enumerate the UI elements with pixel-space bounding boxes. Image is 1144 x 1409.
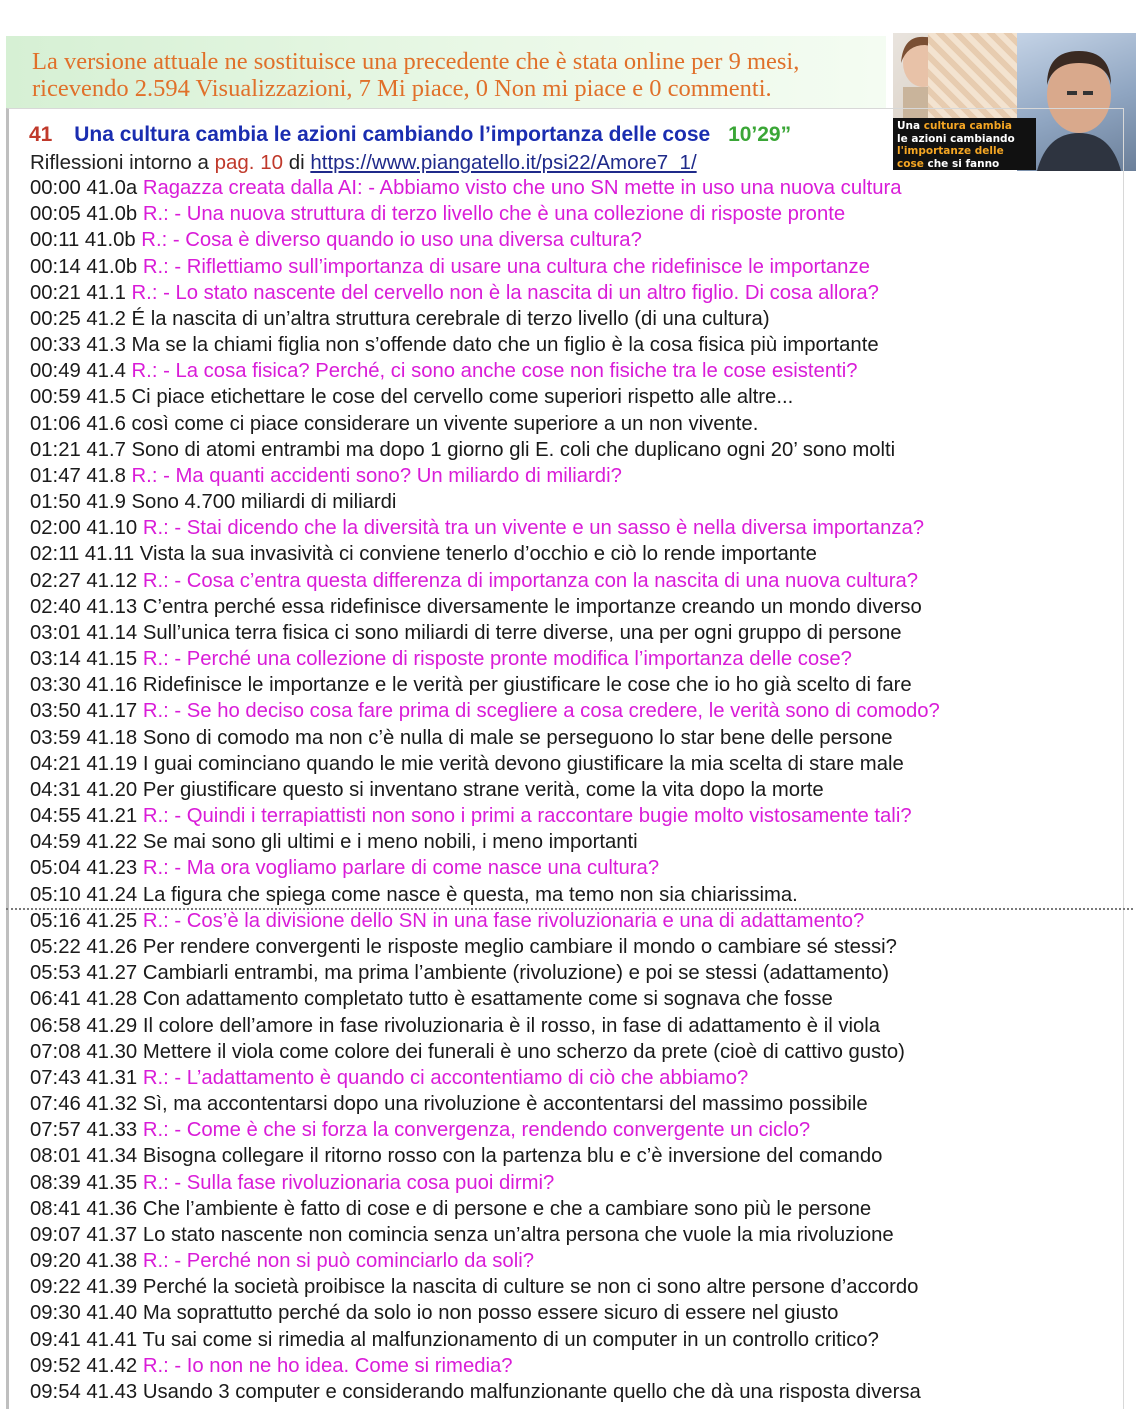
transcript-row [30, 725, 1125, 751]
row-timestamp: 01:21 [30, 438, 81, 461]
chapter-duration: 10’29” [728, 123, 792, 146]
thumbnail-diagram-image [928, 33, 1018, 119]
row-index: 41.0b [86, 203, 138, 226]
transcript-row [30, 332, 1125, 358]
row-timestamp: 05:16 [30, 909, 81, 932]
row-timestamp: 04:55 [30, 805, 81, 828]
row-index: 41.42 [86, 1354, 138, 1377]
row-timestamp: 07:57 [30, 1119, 81, 1142]
row-timestamp: 09:07 [30, 1223, 81, 1246]
row-answer: Usando 3 computer e considerando malfunzionante quello che dà una risposta diversa [142, 1380, 921, 1403]
row-question: R.: - Perché non si può cominciarlo da soli? [142, 1250, 534, 1273]
row-index: 41.17 [86, 700, 138, 723]
row-timestamp: 02:40 [30, 595, 81, 618]
row-index: 41.37 [86, 1223, 138, 1246]
row-timestamp: 00:00 [30, 177, 81, 199]
transcript-row [30, 1091, 1125, 1117]
row-answer: Sono 4.700 miliardi di miliardi [131, 491, 397, 514]
row-timestamp: 09:41 [30, 1328, 81, 1351]
row-index: 41.22 [86, 831, 138, 854]
row-answer: Sull’unica terra fisica ci sono miliardi di terre diverse, una per ogni gruppo di persone [142, 621, 902, 644]
row-timestamp: 04:21 [30, 752, 81, 775]
row-timestamp: 05:22 [30, 935, 81, 958]
row-timestamp: 07:46 [30, 1093, 81, 1116]
transcript-row [30, 437, 1125, 463]
row-index: 41.31 [86, 1066, 138, 1089]
row-question: Ragazza creata dalla AI: - Abbiamo visto che uno SN mette in uso una nuova cultura [142, 177, 902, 199]
transcript-row [30, 254, 1125, 280]
row-index: 41.18 [86, 726, 138, 749]
transcript-row [30, 306, 1125, 332]
transcript-row [30, 594, 1125, 620]
row-answer: É la nascita di un’altra struttura cerebrale di terzo livello (di una cultura) [131, 307, 770, 330]
row-index: 41.21 [86, 805, 138, 828]
row-question: R.: - Ma ora vogliamo parlare di come nasce una cultura? [142, 857, 660, 880]
row-index: 41.15 [86, 648, 138, 671]
row-answer: Sì, ma accontentarsi dopo una rivoluzione è accontentarsi del massimo possibile [142, 1093, 868, 1116]
transcript-row [30, 986, 1125, 1012]
chapter-subtitle: Riflessioni intorno a pag. 10 di https://www.piangatello.it/psi22/Amore7_1/ [30, 151, 697, 174]
row-index: 41.1 [86, 281, 126, 304]
row-timestamp: 00:25 [30, 307, 81, 330]
row-question: R.: - Cos’è la divisione dello SN in una fase rivoluzionaria e una di adattamento? [142, 909, 865, 932]
row-answer: Sono di atomi entrambi ma dopo 1 giorno gli E. coli che duplicano ogni 20’ sono molti [131, 438, 896, 461]
transcript-row [30, 960, 1125, 986]
row-index: 41.7 [86, 438, 126, 461]
row-timestamp: 06:58 [30, 1014, 81, 1037]
row-answer: Tu sai come si rimedia al malfunzionamento di un computer in un controllo critico? [142, 1328, 879, 1351]
row-timestamp: 03:30 [30, 674, 81, 697]
row-timestamp: 01:50 [30, 491, 81, 514]
row-timestamp: 07:43 [30, 1066, 81, 1089]
transcript-row [30, 201, 1125, 227]
transcript-row [30, 908, 1125, 934]
transcript-row [30, 803, 1125, 829]
row-index: 41.9 [86, 491, 126, 514]
transcript-row [30, 934, 1125, 960]
row-question: R.: - Perché una collezione di risposte pronte modifica l’importanza delle cose? [142, 648, 852, 671]
page-reference: pag. 10 [214, 151, 283, 174]
row-timestamp: 00:14 [30, 255, 81, 278]
transcript-row [30, 227, 1125, 253]
row-answer: Con adattamento completato tutto è esattamente come si sognava che fosse [142, 988, 833, 1011]
transcript-row [30, 463, 1125, 489]
transcript-row [30, 1143, 1125, 1169]
source-link[interactable]: https://www.piangatello.it/psi22/Amore7_1/ [310, 151, 697, 174]
thumbnail-caption: Una cultura cambia le azioni cambiando l'importanze delle cose che si fanno [893, 118, 1036, 170]
row-index: 41.36 [86, 1197, 138, 1220]
row-timestamp: 00:33 [30, 334, 81, 357]
row-timestamp: 09:30 [30, 1302, 81, 1325]
row-timestamp: 00:21 [30, 281, 81, 304]
transcript-row [30, 855, 1125, 881]
row-index: 41.34 [86, 1145, 138, 1168]
row-index: 41.3 [86, 334, 126, 357]
row-index: 41.30 [86, 1040, 138, 1063]
row-answer: La figura che spiega come nasce è questa, ma temo non sia chiarissima. [142, 883, 798, 906]
row-index: 41.41 [86, 1328, 138, 1351]
transcript-row [30, 1353, 1125, 1379]
row-answer: Che l’ambiente è fatto di cose e di persone e che a cambiare sono più le persone [142, 1197, 872, 1220]
row-timestamp: 09:22 [30, 1276, 81, 1299]
chapter-number: 41 [29, 123, 53, 146]
row-index: 41.38 [86, 1250, 138, 1273]
row-question: R.: - Quindi i terrapiattisti non sono i primi a raccontare bugie molto vistosamente tali? [142, 805, 912, 828]
row-index: 41.29 [86, 1014, 138, 1037]
row-answer: Lo stato nascente non comincia senza un’altra persona che vuole la mia rivoluzione [142, 1223, 894, 1246]
transcript-row [30, 1039, 1125, 1065]
transcript-row [30, 698, 1125, 724]
transcript-row [30, 620, 1125, 646]
row-answer: Ma se la chiami figlia non s’offende dato che un figlio è la cosa fisica più importante [131, 334, 879, 357]
row-index: 41.32 [86, 1093, 138, 1116]
row-answer: C’entra perché essa ridefinisce diversamente le importanze creando un mondo diverso [142, 595, 922, 618]
row-answer: Per rendere convergenti le risposte meglio cambiare il mondo o cambiare sé stessi? [142, 935, 897, 958]
row-index: 41.4 [86, 360, 126, 383]
row-timestamp: 05:04 [30, 857, 81, 880]
row-index: 41.0a [86, 177, 138, 199]
transcript-row [30, 1013, 1125, 1039]
notice-line-2: ricevendo 2.594 Visualizzazioni, 7 Mi piace, 0 Non mi piace e 0 commenti. [32, 75, 772, 102]
row-answer: Cambiarli entrambi, ma prima l’ambiente (rivoluzione) e poi se stessi (adattamento) [142, 962, 890, 985]
transcript-row [30, 280, 1125, 306]
transcript-row [30, 646, 1125, 672]
transcript-row [30, 515, 1125, 541]
row-timestamp: 01:47 [30, 464, 81, 487]
row-question: R.: - Una nuova struttura di terzo livello che è una collezione di risposte pronte [142, 203, 846, 226]
row-timestamp: 00:59 [30, 386, 81, 409]
row-timestamp: 05:53 [30, 962, 81, 985]
row-question: R.: - Cosa c’entra questa differenza di importanza con la nascita di una nuova cultura? [142, 569, 919, 592]
row-index: 41.6 [86, 412, 126, 435]
row-index: 41.16 [86, 674, 138, 697]
row-answer: Sono di comodo ma non c’è nulla di male se perseguono lo star bene delle persone [142, 726, 893, 749]
row-timestamp: 06:41 [30, 988, 81, 1011]
row-index: 41.0b [86, 255, 138, 278]
row-question: R.: - Sulla fase rivoluzionaria cosa puoi dirmi? [142, 1171, 555, 1194]
row-timestamp: 03:50 [30, 700, 81, 723]
row-index: 41.39 [86, 1276, 138, 1299]
row-question: R.: - Stai dicendo che la diversità tra un vivente e un sasso è nella diversa importanza? [142, 517, 925, 540]
row-timestamp: 02:00 [30, 517, 81, 540]
row-answer: Mettere il viola come colore dei funerali è uno scherzo da prete (cioè di cattivo gusto) [142, 1040, 905, 1063]
row-timestamp: 08:41 [30, 1197, 81, 1220]
row-index: 41.26 [86, 935, 138, 958]
row-question: R.: - Se ho deciso cosa fare prima di scegliere a cosa credere, le verità sono di comodo? [142, 700, 940, 723]
chapter-title-row [29, 123, 791, 149]
row-answer: Ci piace etichettare le cose del cervello come superiori rispetto alle altre... [131, 386, 794, 409]
row-timestamp: 03:01 [30, 621, 81, 644]
row-question: R.: - Ma quanti accidenti sono? Un miliardo di miliardi? [131, 464, 622, 487]
row-answer: Ridefinisce le importanze e le verità per giustificare le cose che io ho già scelto di fare [142, 674, 912, 697]
transcript-row [30, 1065, 1125, 1091]
row-index: 41.10 [86, 517, 138, 540]
transcript-row [30, 751, 1125, 777]
row-index: 41.8 [86, 464, 126, 487]
transcript-row [30, 541, 1125, 567]
row-answer: Bisogna collegare il ritorno rosso con la partenza blu e c’è inversione del comando [142, 1145, 883, 1168]
row-timestamp: 01:06 [30, 412, 81, 435]
transcript-row [30, 411, 1125, 437]
row-index: 41.11 [84, 543, 135, 566]
notice-line-1: La versione attuale ne sostituisce una precedente che è stata online per 9 mesi, [32, 48, 800, 75]
row-timestamp: 07:08 [30, 1040, 81, 1063]
transcript-row [30, 568, 1125, 594]
row-index: 41.40 [86, 1302, 138, 1325]
transcript-list [30, 175, 1125, 1405]
row-question: R.: - Lo stato nascente del cervello non è la nascita di un altro figlio. Di cosa allora? [131, 281, 879, 304]
transcript-row [30, 1196, 1125, 1222]
transcript-row [30, 1248, 1125, 1274]
transcript-row [30, 1117, 1125, 1143]
row-timestamp: 09:54 [30, 1380, 81, 1403]
transcript-row [30, 882, 1125, 908]
row-question: R.: - La cosa fisica? Perché, ci sono anche cose non fisiche tra le cose esistenti? [131, 360, 858, 383]
transcript-row [30, 777, 1125, 803]
row-question: R.: - L’adattamento è quando ci accontentiamo di ciò che abbiamo? [142, 1066, 749, 1089]
row-index: 41.27 [86, 962, 138, 985]
notice-banner [6, 36, 886, 108]
transcript-row [30, 1170, 1125, 1196]
row-index: 41.12 [86, 569, 138, 592]
transcript-row [30, 175, 1125, 201]
row-index: 41.35 [86, 1171, 138, 1194]
row-timestamp: 03:14 [30, 648, 81, 671]
row-index: 41.14 [86, 621, 138, 644]
transcript-row [30, 1379, 1125, 1405]
row-index: 41.19 [86, 752, 138, 775]
row-index: 41.28 [86, 988, 138, 1011]
row-timestamp: 04:59 [30, 831, 81, 854]
row-index: 41.13 [86, 595, 138, 618]
row-answer: Perché la società proibisce la nascita di culture se non ci sono altre persone d’accordo [142, 1276, 919, 1299]
transcript-row [30, 1274, 1125, 1300]
transcript-row [30, 1327, 1125, 1353]
row-index: 41.5 [86, 386, 126, 409]
transcript-panel [6, 108, 1124, 1409]
transcript-row [30, 489, 1125, 515]
row-index: 41.23 [86, 857, 138, 880]
transcript-row [30, 1300, 1125, 1326]
row-timestamp: 05:10 [30, 883, 81, 906]
row-index: 41.2 [86, 307, 126, 330]
row-timestamp: 00:11 [30, 229, 80, 252]
transcript-row [30, 672, 1125, 698]
row-question: R.: - Come è che si forza la convergenza, rendendo convergente un ciclo? [142, 1119, 811, 1142]
row-question: R.: - Riflettiamo sull’importanza di usare una cultura che ridefinisce le importanze [142, 255, 870, 278]
row-answer: Vista la sua invasività ci conviene tenerlo d’occhio e ciò lo rende importante [139, 543, 817, 566]
row-timestamp: 09:52 [30, 1354, 81, 1377]
row-answer: Per giustificare questo si inventano strane verità, come la vita dopo la morte [142, 778, 824, 801]
transcript-row [30, 384, 1125, 410]
chapter-title: Una cultura cambia le azioni cambiando l’importanza delle cose [74, 123, 711, 146]
row-question: R.: - Io non ne ho idea. Come si rimedia? [142, 1354, 513, 1377]
row-timestamp: 02:11 [30, 543, 80, 566]
transcript-row [30, 358, 1125, 384]
row-answer: Ma soprattutto perché da solo io non posso essere sicuro di essere nel giusto [142, 1302, 839, 1325]
row-answer: Se mai sono gli ultimi e i meno nobili, i meno importanti [142, 831, 638, 854]
row-answer: così come ci piace considerare un vivente superiore a un non vivente. [131, 412, 759, 435]
row-timestamp: 00:49 [30, 360, 81, 383]
row-question: R.: - Cosa è diverso quando io uso una diversa cultura? [141, 229, 642, 252]
transcript-row [30, 1222, 1125, 1248]
row-timestamp: 08:01 [30, 1145, 81, 1168]
transcript-row [30, 829, 1125, 855]
row-index: 41.43 [86, 1380, 138, 1403]
row-timestamp: 00:05 [30, 203, 81, 226]
row-answer: I guai cominciano quando le mie verità devono giustificare la mia scelta di stare male [142, 752, 904, 775]
row-timestamp: 03:59 [30, 726, 81, 749]
row-index: 41.0b [84, 229, 136, 252]
row-index: 41.25 [86, 909, 138, 932]
row-timestamp: 09:20 [30, 1250, 81, 1273]
row-index: 41.33 [86, 1119, 138, 1142]
row-timestamp: 04:31 [30, 778, 81, 801]
row-index: 41.20 [86, 778, 138, 801]
row-timestamp: 08:39 [30, 1171, 81, 1194]
row-index: 41.24 [86, 883, 138, 906]
row-answer: Il colore dell’amore in fase rivoluzionaria è il rosso, in fase di adattamento è il viola [142, 1014, 881, 1037]
row-timestamp: 02:27 [30, 569, 81, 592]
